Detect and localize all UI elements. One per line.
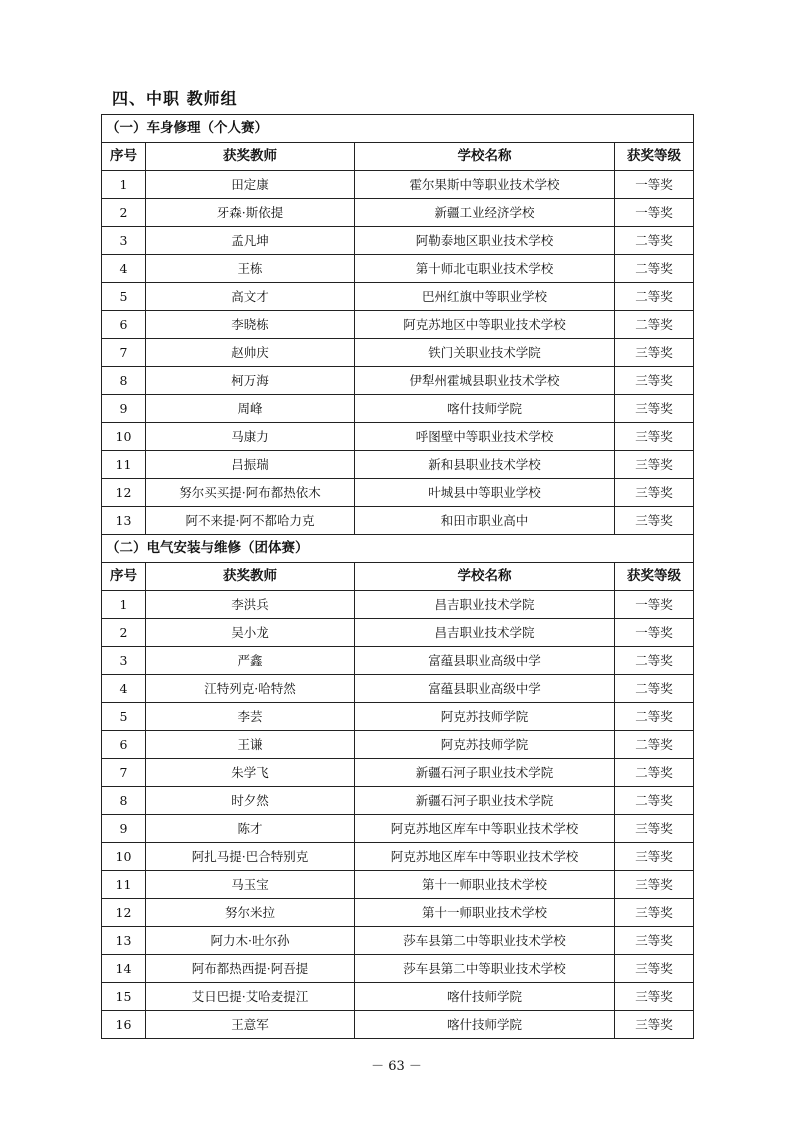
- section-title-row: [102, 115, 694, 143]
- table-row: [102, 871, 694, 899]
- cell-seq: 16: [102, 1011, 146, 1039]
- cell-teacher: 柯万海: [146, 367, 355, 395]
- table-row: [102, 311, 694, 339]
- cell-level: 三等奖: [615, 367, 694, 395]
- table-row: [102, 927, 694, 955]
- awards-table: [101, 114, 694, 1039]
- cell-level: 二等奖: [615, 675, 694, 703]
- cell-school: 莎车县第二中等职业技术学校: [355, 927, 615, 955]
- cell-teacher: 周峰: [146, 395, 355, 423]
- cell-seq: 4: [102, 255, 146, 283]
- cell-seq: 3: [102, 227, 146, 255]
- cell-seq: 13: [102, 927, 146, 955]
- cell-level: 三等奖: [615, 451, 694, 479]
- cell-level: 三等奖: [615, 983, 694, 1011]
- cell-level: 一等奖: [615, 619, 694, 647]
- cell-level: 二等奖: [615, 703, 694, 731]
- cell-school: 第十师北屯职业技术学校: [355, 255, 615, 283]
- cell-seq: 12: [102, 899, 146, 927]
- cell-school: 阿克苏技师学院: [355, 703, 615, 731]
- cell-seq: 9: [102, 395, 146, 423]
- cell-level: 二等奖: [615, 759, 694, 787]
- cell-level: 三等奖: [615, 815, 694, 843]
- column-header-level: 获奖等级: [615, 143, 694, 171]
- cell-school: 呼图壁中等职业技术学校: [355, 423, 615, 451]
- cell-school: 富蕴县职业高级中学: [355, 675, 615, 703]
- cell-seq: 12: [102, 479, 146, 507]
- cell-school: 新疆石河子职业技术学院: [355, 787, 615, 815]
- cell-school: 新和县职业技术学校: [355, 451, 615, 479]
- cell-level: 三等奖: [615, 899, 694, 927]
- cell-level: 二等奖: [615, 731, 694, 759]
- column-header-level: 获奖等级: [615, 563, 694, 591]
- cell-teacher: 严鑫: [146, 647, 355, 675]
- cell-teacher: 吕振瑞: [146, 451, 355, 479]
- cell-level: 三等奖: [615, 1011, 694, 1039]
- table-row: [102, 815, 694, 843]
- cell-seq: 8: [102, 367, 146, 395]
- cell-seq: 13: [102, 507, 146, 535]
- cell-level: 二等奖: [615, 255, 694, 283]
- cell-level: 二等奖: [615, 647, 694, 675]
- cell-seq: 1: [102, 591, 146, 619]
- cell-level: 一等奖: [615, 171, 694, 199]
- cell-teacher: 孟凡坤: [146, 227, 355, 255]
- cell-teacher: 阿力木·吐尔孙: [146, 927, 355, 955]
- column-header-seq: 序号: [102, 563, 146, 591]
- cell-seq: 1: [102, 171, 146, 199]
- table-row: [102, 451, 694, 479]
- cell-level: 一等奖: [615, 199, 694, 227]
- cell-level: 二等奖: [615, 283, 694, 311]
- cell-teacher: 阿不来提·阿不都哈力克: [146, 507, 355, 535]
- cell-seq: 6: [102, 731, 146, 759]
- cell-seq: 11: [102, 871, 146, 899]
- table-row: [102, 787, 694, 815]
- table-row: [102, 507, 694, 535]
- table-row: [102, 731, 694, 759]
- section-title: （二）电气安装与维修（团体赛）: [102, 535, 694, 563]
- column-header-teacher: 获奖教师: [146, 143, 355, 171]
- cell-teacher: 阿布都热西提·阿吾提: [146, 955, 355, 983]
- table-row: [102, 759, 694, 787]
- table-row: [102, 395, 694, 423]
- cell-school: 伊犁州霍城县职业技术学校: [355, 367, 615, 395]
- cell-school: 霍尔果斯中等职业技术学校: [355, 171, 615, 199]
- cell-school: 叶城县中等职业学校: [355, 479, 615, 507]
- cell-seq: 10: [102, 423, 146, 451]
- cell-teacher: 王意军: [146, 1011, 355, 1039]
- section-title: （一）车身修理（个人赛）: [102, 115, 694, 143]
- cell-seq: 8: [102, 787, 146, 815]
- cell-teacher: 马康力: [146, 423, 355, 451]
- awards-table-body: [102, 115, 694, 1039]
- table-row: [102, 479, 694, 507]
- cell-teacher: 李洪兵: [146, 591, 355, 619]
- cell-school: 阿克苏地区库车中等职业技术学校: [355, 843, 615, 871]
- table-row: [102, 367, 694, 395]
- cell-level: 二等奖: [615, 311, 694, 339]
- cell-level: 三等奖: [615, 507, 694, 535]
- cell-seq: 7: [102, 759, 146, 787]
- cell-school: 铁门关职业技术学院: [355, 339, 615, 367]
- cell-seq: 2: [102, 199, 146, 227]
- cell-level: 一等奖: [615, 591, 694, 619]
- table-row: [102, 423, 694, 451]
- cell-teacher: 朱学飞: [146, 759, 355, 787]
- cell-seq: 4: [102, 675, 146, 703]
- column-header-row: [102, 143, 694, 171]
- cell-school: 阿勒泰地区职业技术学校: [355, 227, 615, 255]
- page-heading: 四、中职 教师组: [112, 89, 238, 108]
- cell-seq: 11: [102, 451, 146, 479]
- table-row: [102, 899, 694, 927]
- cell-seq: 5: [102, 283, 146, 311]
- section-title-row: [102, 535, 694, 563]
- cell-level: 二等奖: [615, 787, 694, 815]
- cell-teacher: 马玉宝: [146, 871, 355, 899]
- cell-level: 二等奖: [615, 227, 694, 255]
- column-header-row: [102, 563, 694, 591]
- cell-seq: 5: [102, 703, 146, 731]
- cell-school: 第十一师职业技术学校: [355, 871, 615, 899]
- column-header-school: 学校名称: [355, 563, 615, 591]
- cell-teacher: 努尔米拉: [146, 899, 355, 927]
- cell-school: 第十一师职业技术学校: [355, 899, 615, 927]
- cell-seq: 7: [102, 339, 146, 367]
- cell-seq: 9: [102, 815, 146, 843]
- table-row: [102, 227, 694, 255]
- table-row: [102, 339, 694, 367]
- cell-teacher: 高文才: [146, 283, 355, 311]
- table-row: [102, 199, 694, 227]
- cell-teacher: 王栋: [146, 255, 355, 283]
- cell-seq: 2: [102, 619, 146, 647]
- cell-school: 喀什技师学院: [355, 1011, 615, 1039]
- cell-school: 和田市职业高中: [355, 507, 615, 535]
- cell-school: 富蕴县职业高级中学: [355, 647, 615, 675]
- cell-teacher: 阿扎马提·巴合特别克: [146, 843, 355, 871]
- cell-level: 三等奖: [615, 843, 694, 871]
- cell-school: 喀什技师学院: [355, 395, 615, 423]
- cell-teacher: 王谦: [146, 731, 355, 759]
- cell-school: 阿克苏技师学院: [355, 731, 615, 759]
- cell-teacher: 赵帅庆: [146, 339, 355, 367]
- table-row: [102, 1011, 694, 1039]
- cell-seq: 14: [102, 955, 146, 983]
- cell-level: 三等奖: [615, 927, 694, 955]
- cell-level: 三等奖: [615, 339, 694, 367]
- table-row: [102, 675, 694, 703]
- column-header-school: 学校名称: [355, 143, 615, 171]
- cell-level: 三等奖: [615, 395, 694, 423]
- cell-teacher: 陈才: [146, 815, 355, 843]
- column-header-teacher: 获奖教师: [146, 563, 355, 591]
- table-row: [102, 983, 694, 1011]
- column-header-seq: 序号: [102, 143, 146, 171]
- cell-school: 阿克苏地区库车中等职业技术学校: [355, 815, 615, 843]
- cell-seq: 6: [102, 311, 146, 339]
- table-row: [102, 591, 694, 619]
- cell-school: 新疆工业经济学校: [355, 199, 615, 227]
- table-row: [102, 171, 694, 199]
- cell-teacher: 李芸: [146, 703, 355, 731]
- table-row: [102, 703, 694, 731]
- cell-teacher: 李晓栋: [146, 311, 355, 339]
- cell-teacher: 吴小龙: [146, 619, 355, 647]
- table-row: [102, 283, 694, 311]
- cell-teacher: 田定康: [146, 171, 355, 199]
- page-number: － 63 －: [371, 1059, 422, 1074]
- cell-school: 昌吉职业技术学院: [355, 619, 615, 647]
- cell-teacher: 牙森·斯依提: [146, 199, 355, 227]
- table-row: [102, 619, 694, 647]
- cell-school: 喀什技师学院: [355, 983, 615, 1011]
- cell-teacher: 努尔买买提·阿布都热依木: [146, 479, 355, 507]
- cell-school: 昌吉职业技术学院: [355, 591, 615, 619]
- cell-school: 巴州红旗中等职业学校: [355, 283, 615, 311]
- table-row: [102, 955, 694, 983]
- cell-school: 新疆石河子职业技术学院: [355, 759, 615, 787]
- cell-school: 阿克苏地区中等职业技术学校: [355, 311, 615, 339]
- cell-seq: 10: [102, 843, 146, 871]
- cell-level: 三等奖: [615, 479, 694, 507]
- table-row: [102, 843, 694, 871]
- cell-teacher: 江特列克·哈特然: [146, 675, 355, 703]
- cell-school: 莎车县第二中等职业技术学校: [355, 955, 615, 983]
- cell-seq: 15: [102, 983, 146, 1011]
- cell-level: 三等奖: [615, 955, 694, 983]
- table-row: [102, 647, 694, 675]
- cell-teacher: 艾日巴提·艾哈麦提江: [146, 983, 355, 1011]
- table-row: [102, 255, 694, 283]
- cell-level: 三等奖: [615, 871, 694, 899]
- cell-teacher: 时夕然: [146, 787, 355, 815]
- cell-seq: 3: [102, 647, 146, 675]
- cell-level: 三等奖: [615, 423, 694, 451]
